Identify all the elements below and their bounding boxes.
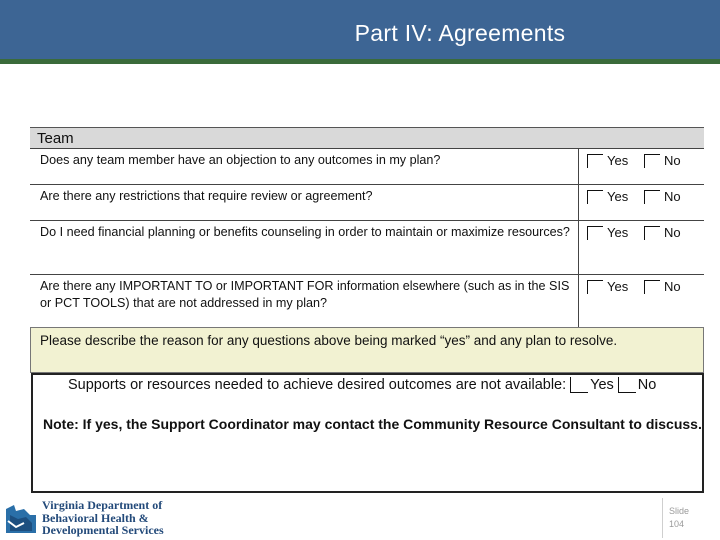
question-row <box>30 220 704 274</box>
answer-cell <box>579 185 681 220</box>
supports-question: Supports or resources needed to achieve desired outcomes are not available: <box>68 377 567 393</box>
logo-line-3: Developmental Services <box>42 523 164 537</box>
slide-number: 104 <box>669 519 685 529</box>
slide-title: Part IV: Agreements <box>354 20 566 46</box>
yes-option[interactable] <box>587 279 644 327</box>
yes-label: Yes <box>607 279 629 294</box>
no-label: No <box>664 153 681 168</box>
question-text: Does any team member have an objection to any outcomes in my plan? <box>30 149 579 184</box>
question-text: Are there any restrictions that require review or agreement? <box>30 185 579 220</box>
supports-no-checkbox[interactable] <box>618 377 636 393</box>
virginia-state-icon <box>4 501 38 535</box>
yes-checkbox[interactable] <box>587 226 603 240</box>
no-checkbox[interactable] <box>644 280 660 294</box>
yes-label: Yes <box>607 225 629 240</box>
yes-checkbox[interactable] <box>587 190 603 204</box>
no-checkbox[interactable] <box>644 154 660 168</box>
supports-yes-label: Yes <box>590 377 614 393</box>
no-option[interactable] <box>644 279 681 327</box>
support-coordinator-note: Note: If yes, the Support Coordinator may contact the Community Resource Consultant to discuss. <box>43 416 702 432</box>
yes-option[interactable] <box>587 189 644 220</box>
question-row <box>30 184 704 220</box>
logo-text <box>42 499 164 537</box>
no-checkbox[interactable] <box>644 190 660 204</box>
no-option[interactable] <box>644 225 681 274</box>
no-label: No <box>664 189 681 204</box>
dbhds-logo <box>4 499 174 539</box>
logo-line-2: Behavioral Health & <box>42 510 149 525</box>
answer-cell <box>579 149 681 184</box>
yes-option[interactable] <box>587 153 644 184</box>
yes-checkbox[interactable] <box>587 154 603 168</box>
yes-label: Yes <box>607 153 629 168</box>
logo-line-1: Virginia Department of <box>42 498 163 512</box>
yes-label: Yes <box>607 189 629 204</box>
question-text: Are there any IMPORTANT TO or IMPORTANT FOR information elsewhere (such as in the SIS or PCT TOOLS) that are not addressed in my plan? <box>30 275 579 327</box>
question-row <box>30 274 704 328</box>
answer-cell <box>579 275 681 327</box>
answer-cell <box>579 221 681 274</box>
question-row <box>30 148 704 184</box>
section-heading-team: Team <box>30 127 704 148</box>
describe-prompt: Please describe the reason for any questions above being marked “yes” and any plan to resolve. <box>40 333 618 348</box>
no-label: No <box>664 279 681 294</box>
question-text: Do I need financial planning or benefits counseling in order to maintain or maximize resources? <box>30 221 579 274</box>
no-option[interactable] <box>644 153 681 184</box>
slide-label: Slide <box>669 506 690 516</box>
yes-option[interactable] <box>587 225 644 274</box>
no-option[interactable] <box>644 189 681 220</box>
slide-number-box <box>662 498 718 538</box>
yes-checkbox[interactable] <box>587 280 603 294</box>
team-agreement-form <box>30 127 704 328</box>
no-label: No <box>664 225 681 240</box>
describe-reason-field[interactable] <box>30 327 704 373</box>
supports-question-line <box>68 377 656 393</box>
supports-box <box>31 373 704 493</box>
supports-yes-checkbox[interactable] <box>570 377 588 393</box>
supports-no-label: No <box>637 377 657 393</box>
no-checkbox[interactable] <box>644 226 660 240</box>
